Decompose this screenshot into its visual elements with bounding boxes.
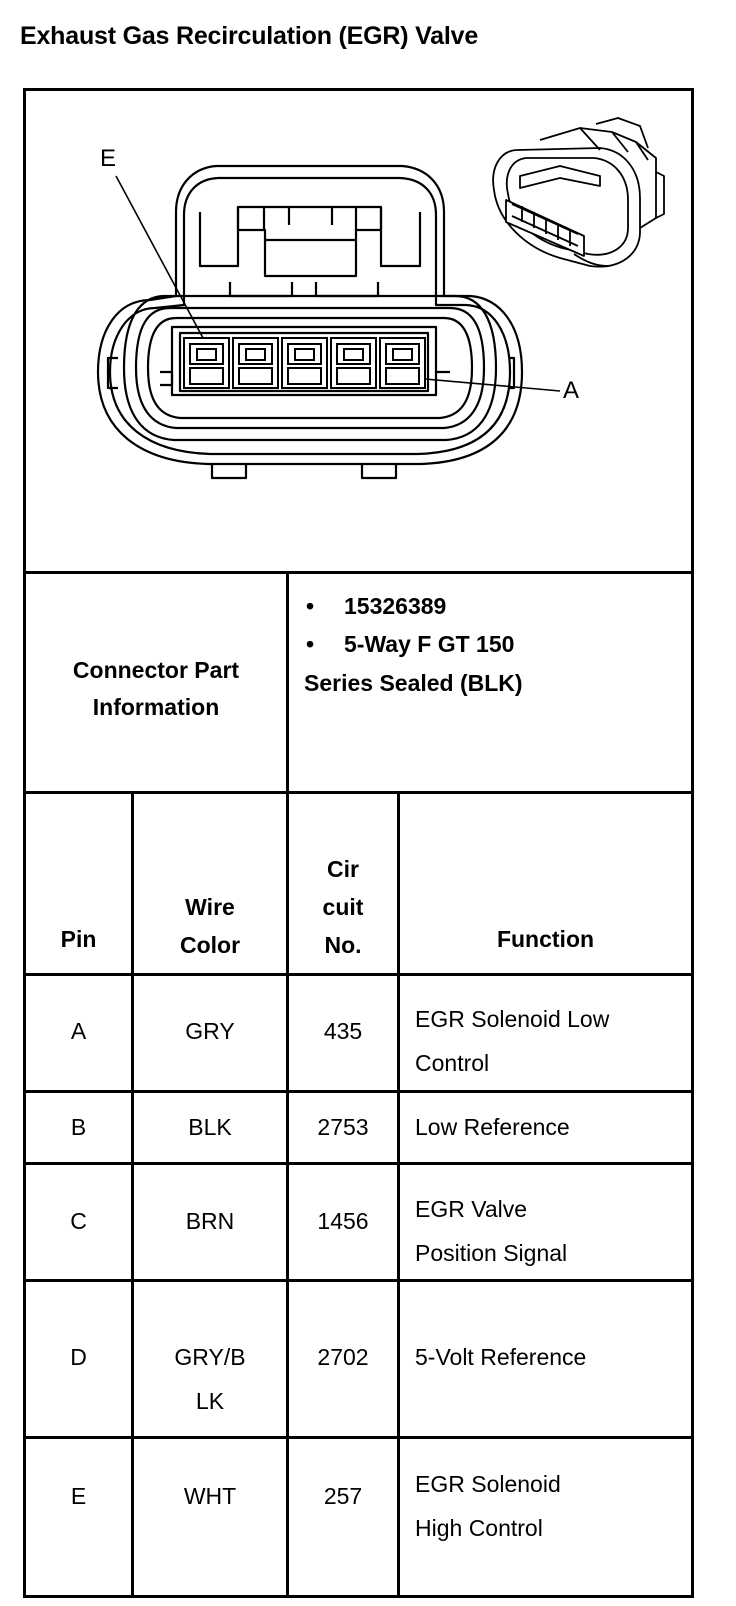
row-c-wire-color: BRN: [185, 1208, 235, 1234]
header-pin: Pin: [60, 926, 97, 952]
row-e-circuit: 257: [323, 1483, 363, 1509]
pin-label-a: A: [563, 377, 580, 404]
divider-connector-info: [286, 571, 289, 793]
connector-latch: [200, 207, 420, 266]
row-e-function: [415, 1462, 561, 1550]
row-divider-d: [23, 1436, 694, 1439]
connector-bullet-1: •: [306, 593, 315, 619]
header-circuit-line1: Cir: [327, 856, 359, 882]
header-function: Function: [496, 926, 595, 952]
divider-info-bottom: [23, 791, 694, 794]
row-d-wire-line1: GRY/B: [174, 1344, 246, 1370]
header-circuit-line3: No.: [324, 932, 362, 958]
row-e-pin: E: [70, 1483, 87, 1509]
terminal-c: [282, 338, 327, 388]
row-c-function-line2: Position Signal: [415, 1240, 568, 1266]
leader-line-a: [425, 379, 560, 391]
terminal-d: [233, 338, 278, 388]
connector-info-heading: [26, 652, 286, 726]
row-divider-a: [23, 1090, 694, 1093]
row-e-wire-color: WHT: [183, 1483, 237, 1509]
header-wire-color: [134, 888, 286, 964]
row-d-wire-line2: LK: [195, 1388, 225, 1414]
row-a-pin: A: [70, 1018, 87, 1044]
connector-part-number: 15326389: [344, 593, 447, 619]
row-divider-b: [23, 1162, 694, 1165]
row-a-function-line2: Control: [415, 1050, 490, 1076]
row-e-function-line2: High Control: [415, 1515, 543, 1541]
row-b-wire-color: BLK: [188, 1114, 232, 1140]
connector-outer-shell: [98, 166, 522, 464]
connector-inner-shell: [110, 178, 510, 454]
row-a-circuit: 435: [323, 1018, 363, 1044]
page-title: Exhaust Gas Recirculation (EGR) Valve: [20, 22, 479, 50]
connector-description: 5-Way F GT 150: [344, 631, 515, 657]
row-a-wire-color: GRY: [185, 1018, 235, 1044]
header-wire-line2: Color: [179, 932, 241, 958]
terminal-b: [331, 338, 376, 388]
row-e-function-line1: EGR Solenoid: [415, 1471, 561, 1497]
frame-bottom-line: [23, 1595, 694, 1598]
header-wire-line1: Wire: [185, 894, 235, 920]
row-b-function: Low Reference: [415, 1114, 570, 1140]
row-divider-header: [23, 973, 694, 976]
row-b-circuit: 2753: [317, 1114, 369, 1140]
connector-3d-view: [493, 118, 664, 267]
connector-diagram: [0, 0, 736, 580]
row-c-circuit: 1456: [317, 1208, 369, 1234]
row-a-function-line1: EGR Solenoid Low: [415, 1006, 610, 1032]
row-c-function-line1: EGR Valve: [415, 1196, 528, 1222]
leader-line-e: [116, 176, 203, 338]
header-circuit-no: [289, 850, 397, 964]
row-d-pin: D: [70, 1344, 87, 1370]
row-d-function: 5-Volt Reference: [415, 1344, 587, 1370]
row-c-function: [415, 1187, 567, 1275]
row-b-pin: B: [70, 1114, 87, 1140]
row-divider-c: [23, 1279, 694, 1282]
terminal-e: [184, 338, 229, 388]
connector-bullet-2: •: [306, 631, 315, 657]
connector-info-heading-line2: Information: [92, 694, 220, 720]
row-d-circuit: 2702: [317, 1344, 369, 1370]
row-c-pin: C: [70, 1208, 87, 1234]
connector-description-cont: Series Sealed (BLK): [304, 670, 523, 696]
connector-info-heading-line1: Connector Part: [72, 657, 240, 683]
terminal-a: [380, 338, 425, 388]
pin-label-e: E: [100, 145, 117, 172]
header-circuit-line2: cuit: [322, 894, 364, 920]
column-divider-3: [397, 791, 400, 1596]
row-a-function: [415, 997, 609, 1085]
row-d-wire-color: [134, 1335, 286, 1423]
